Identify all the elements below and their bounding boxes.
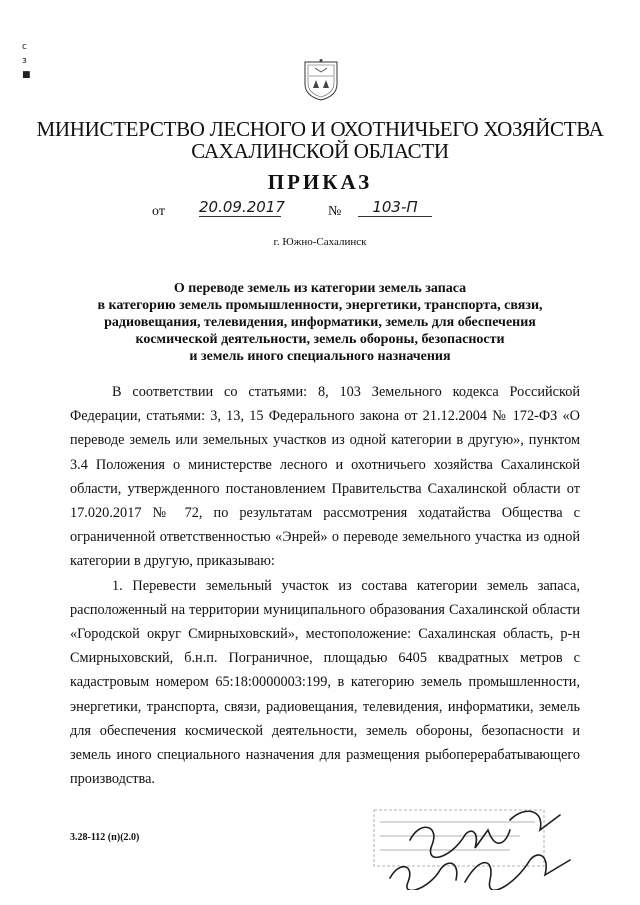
form-code: 3.28-112 (п)(2.0) [70,832,140,843]
margin-mark: ■ [22,70,31,80]
coat-of-arms-emblem [303,58,339,102]
signature-stamp [370,800,590,890]
order-subject [70,280,570,365]
order-title: ПРИКАЗ [267,170,373,194]
subject-line: в категорию земель промышленности, энергетики, транспорта, связи, [97,298,543,313]
city: г. Южно-Сахалинск [273,236,367,248]
from-label: от [152,204,165,219]
order-date-number-line [152,198,492,224]
ministry-line-2: САХАЛИНСКОЙ ОБЛАСТИ [191,139,449,163]
order-number: 103-П [358,198,432,217]
preamble-paragraph: В соответствии со статьями: 8, 103 Земельного кодекса Российской Федерации, статьями: 3, 13, 15 Федерального закона от 21.12.2004 № 172-ФЗ «О переводе земель или земельных участков из одной категории в другую», пунктом 3.4 Положения о министерстве лесного и охотничьего хозяйства Сахалинской области, утвержденного постановлением Правительства Сахалинской области от 17.020.2017 № 72, по результатам рассмотрения ходатайства Общества с ограниченной ответственностью «Энрей» о переводе земельного участка из одной категории в другую, приказываю: [70,384,580,570]
margin-mark: з [22,56,27,66]
order-date: 20.09.2017 [199,198,285,216]
ministry-line-1: МИНИСТЕРСТВО ЛЕСНОГО И ОХОТНИЧЬЕГО ХОЗЯЙСТВА [36,117,604,141]
subject-line: и земель иного специального назначения [189,349,451,364]
margin-marks [22,40,31,82]
subject-line: радиовещания, телевидения, информатики, земель для обеспечения [104,315,536,330]
subject-line: космической деятельности, земель обороны, безопасности [135,332,505,347]
number-label: № [328,204,342,219]
order-body [70,380,580,791]
margin-mark: с [22,42,27,52]
clause-1-paragraph: 1. Перевести земельный участок из состава категории земель запаса, расположенный на территории муниципального образования Сахалинской области «Городской округ Смирныховский», местоположение: Сахалинская область, р-н Смирныховский, б.н.п. Пограничное, площадью 6405 квадратных метров с кадастровым номером 65:18:0000003:199, в категорию земель промышленности, энергетики, транспорта, связи, радиовещания, телевидения, информатики, земель для обеспечения космической деятельности, земель обороны, безопасности и земель иного специального назначения для размещения рыбоперерабатывающего производства. [70,577,580,788]
subject-line: О переводе земель из категории земель запаса [173,281,467,296]
ministry-name [0,118,640,162]
